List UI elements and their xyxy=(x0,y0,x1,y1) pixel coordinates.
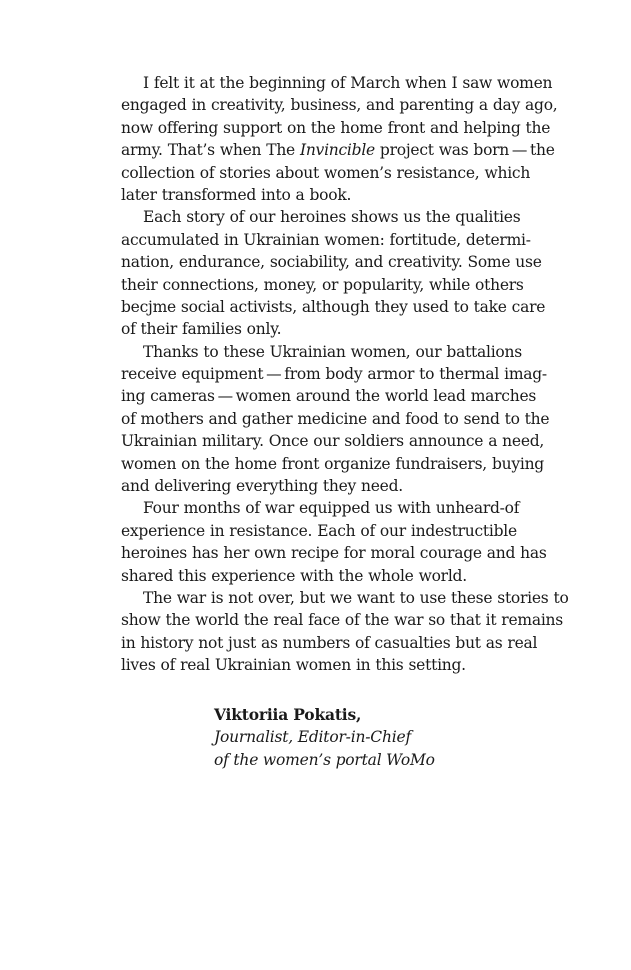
author-name: Viktoriia Pokatis, xyxy=(214,705,362,724)
text-line: heroines has her own recipe for moral courage and has xyxy=(121,544,547,563)
text-line: The war is not over, but we want to use these stories to xyxy=(143,588,569,607)
paragraph xyxy=(121,72,558,206)
text-line: and delivering everything they need. xyxy=(121,477,403,496)
text-line: in history not just as numbers of casualties but as real xyxy=(121,633,538,652)
text-line: of their families only. xyxy=(121,320,282,339)
text-line: becjme social activists, although they used to take care xyxy=(121,297,546,316)
text-line: engaged in creativity, business, and parenting a day ago, xyxy=(121,96,558,115)
text-line: Ukrainian military. Once our soldiers announce a need, xyxy=(121,432,545,451)
text-line: receive equipment — from body armor to thermal imag- xyxy=(121,365,547,384)
text-line: show the world the real face of the war so that it remains xyxy=(121,611,563,630)
text-line: of mothers and gather medicine and food to send to the xyxy=(121,409,550,428)
author-role: Journalist, Editor-in-Chief xyxy=(214,728,412,747)
text-line: experience in resistance. Each of our indestructible xyxy=(121,521,517,540)
text-line: shared this experience with the whole world. xyxy=(121,566,467,585)
text-line: collection of stories about women’s resistance, which xyxy=(121,163,531,182)
text-line: army. That’s when The Invincible project was born — the xyxy=(121,141,555,160)
paragraph xyxy=(121,206,546,340)
author-affiliation: of the women’s portal WoMo xyxy=(214,750,435,769)
text-line: I felt it at the beginning of March when I saw women xyxy=(143,74,553,92)
italic-title: Invincible xyxy=(299,141,375,160)
paragraph xyxy=(121,497,547,587)
text-line: nation, endurance, sociability, and creativity. Some use xyxy=(121,253,542,272)
text-line: lives of real Ukrainian women in this setting. xyxy=(121,656,466,675)
text-line: accumulated in Ukrainian women: fortitude, determi- xyxy=(121,230,531,249)
text-line: Four months of war equipped us with unheard-of xyxy=(143,499,520,518)
signature-block xyxy=(214,704,574,771)
paragraph xyxy=(121,587,569,677)
text-line: ing cameras — women around the world lead marches xyxy=(121,387,537,406)
text-line: now offering support on the home front and helping the xyxy=(121,118,551,137)
text-line: women on the home front organize fundraisers, buying xyxy=(121,454,544,473)
text-line: later transformed into a book. xyxy=(121,185,352,204)
text-line: their connections, money, or popularity, while others xyxy=(121,275,524,294)
text-line: Each story of our heroines shows us the qualities xyxy=(143,208,521,227)
body-text xyxy=(121,72,569,677)
text-line: Thanks to these Ukrainian women, our battalions xyxy=(143,342,522,361)
paragraph xyxy=(121,341,550,498)
